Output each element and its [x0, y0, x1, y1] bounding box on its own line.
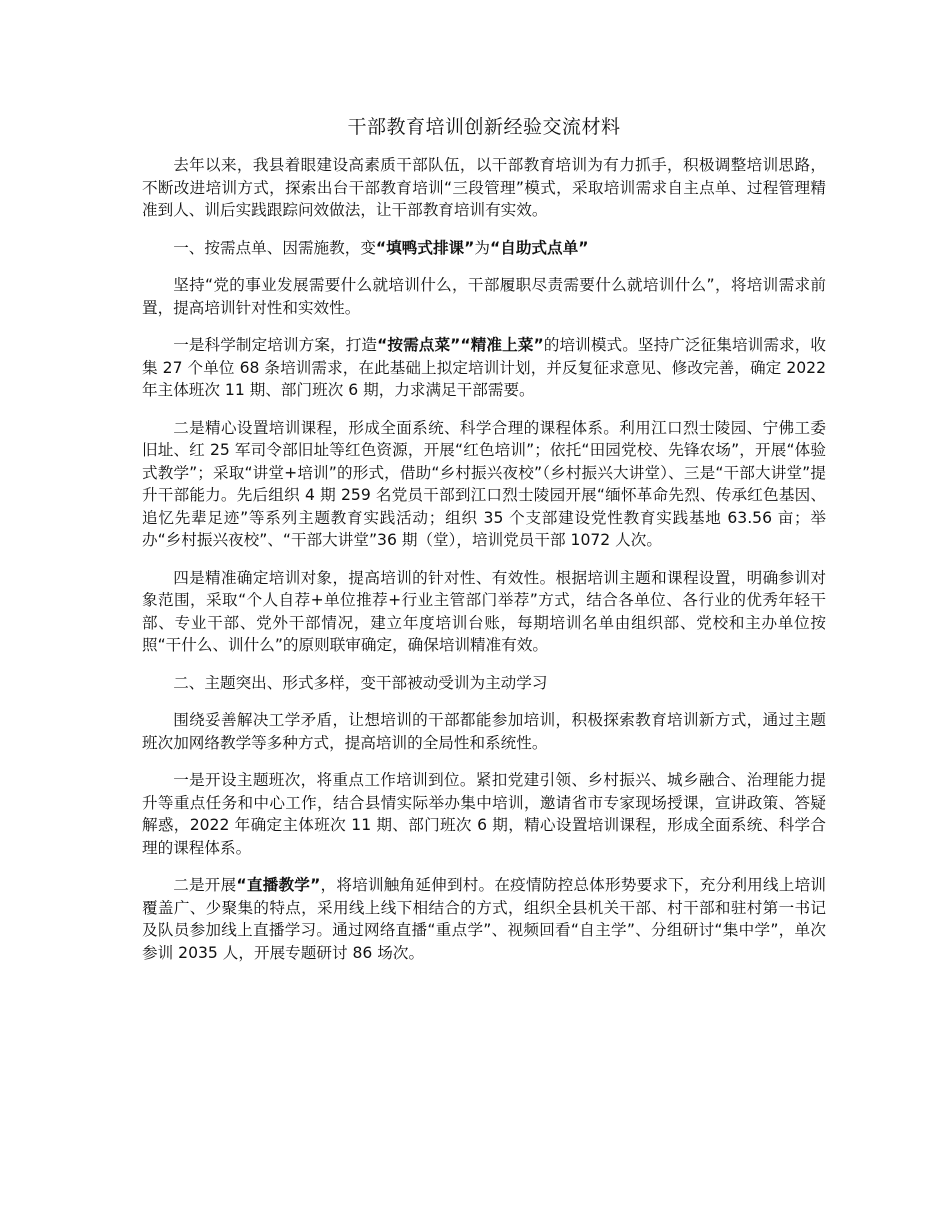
section1-item3-paragraph: 四是精准确定培训对象，提高培训的针对性、有效性。根据培训主题和课程设置，明确参训对象范围，采取“个人自荐+单位推荐+行业主管部门举荐”方式，结合各单位、各行业的优秀年轻干部、专业干部、党外干部情况，建立年度培训台账，每期培训名单由组织部、党校和主办单位按照“干什么、训什么”的原则联审确定，确保培训精准有效。: [142, 568, 826, 654]
section2-heading: 二、主题突出、形式多样，变干部被动受训为主动学习: [173, 673, 548, 692]
section2-item2-text-a: 二是开展: [173, 876, 237, 894]
document-title: 干部教育培训创新经验交流材料: [347, 116, 621, 138]
section2-item2-text-c: ，将培训触角延伸到村。在疫情防控总体形势要求下，充分利用线上培训覆盖广、少聚集的特点，采用线上线下相结合的方式，组织全县机关干部、村干部和驻村第一书记及队员参加线上直播学习。通过网络直播“重点学”、视频回看“自主学”、分组研讨“集中学”，单次参训 2035 人，开展专题研讨 86 场次。: [142, 876, 826, 962]
document-page: [142, 112, 826, 979]
section2-item1-paragraph: 一是开设主题班次，将重点工作培训到位。紧扣党建引领、乡村振兴、城乡融合、治理能力提升等重点任务和中心工作，结合县情实际举办集中培训，邀请省市专家现场授课，宣讲政策、答疑解惑，2022 年确定主体班次 11 期、部门班次 6 期，精心设置培训课程，形成全面系统、科学合理的课程体系。: [142, 771, 826, 857]
section1-heading-prefix: 一、按需点单、因需施教，变: [173, 238, 376, 257]
section2-item2-text-bold: “直播教学”: [236, 876, 321, 894]
section1-lead-paragraph: 坚持“党的事业发展需要什么就培训什么，干部履职尽责需要什么就培训什么”，将培训需求前置，提高培训针对性和实效性。: [142, 276, 826, 317]
section1-heading-quote2: “自助式点单”: [490, 238, 589, 257]
section1-item1-text-bold: “按需点菜”“精准上菜”: [377, 336, 544, 354]
section1-item1-text-a: 一是科学制定培训方案，打造: [173, 336, 378, 354]
intro-paragraph: 去年以来，我县着眼建设高素质干部队伍，以干部教育培训为有力抓手，积极调整培训思路，不断改进培训方式，探索出台干部教育培训“三段管理”模式，采取培训需求自主点单、过程管理精准到人、训后实践跟踪问效做法，让干部教育培训有实效。: [142, 156, 826, 219]
section2-lead-paragraph: 围绕妥善解决工学矛盾，让想培训的干部都能参加培训，积极探索教育培训新方式，通过主题班次加网络教学等多种方式，提高培训的全局性和系统性。: [142, 711, 826, 752]
section2-item2-paragraph: [142, 874, 826, 964]
section1-item2-paragraph: 二是精心设置培训课程，形成全面系统、科学合理的课程体系。利用江口烈士陵园、宁佛工委旧址、红 25 军司令部旧址等红色资源，开展“红色培训”；依托“田园党校、先锋农场”，开展“体验式教学”；采取“讲堂+培训”的形式，借助“乡村振兴夜校”（乡村振兴大讲堂）、三是“干部大讲堂”提升干部能力。先后组织 4 期 259 名党员干部到江口烈士陵园开展“缅怀革命先烈、传承红色基因、追忆先辈足迹”等系列主题教育实践活动；组织 35 个支部建设党性教育实践基地 63.56 亩；举办“乡村振兴夜校”、“干部大讲堂”36 期（堂），培训党员干部 1072 人次。: [142, 418, 826, 549]
section1-heading-mid: 为: [474, 238, 490, 257]
section1-heading-quote1: “填鸭式排课”: [375, 238, 475, 257]
section1-item1-text-c: 的培训模式。坚持广泛征集培训需求，收集 27 个单位 68 条培训需求，在此基础上拟定培训计划，并反复征求意见、修改完善，确定 2022 年主体班次 11 期、部门班次 6 期，力求满足干部需要。: [142, 336, 826, 399]
section1-heading: [142, 237, 826, 260]
section1-item1-paragraph: [142, 334, 826, 402]
